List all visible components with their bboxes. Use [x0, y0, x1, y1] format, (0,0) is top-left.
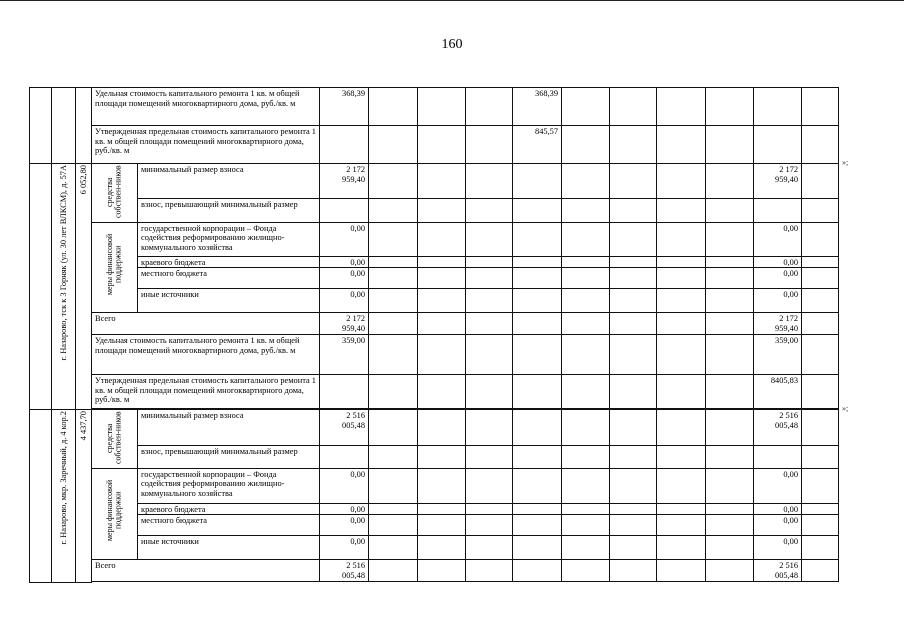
regional-label: краевого бюджета — [138, 503, 320, 515]
table-row — [30, 126, 839, 164]
house-address: г. Назарово, мкр. Заречный, д. 4 кор.2 — [52, 410, 76, 583]
min-fee-label: минимальный размер взноса — [138, 410, 320, 446]
unit-cost-label: Удельная стоимость капитального ремонта 1 кв. м общей площади помещений многоквартирного дома, руб./кв. м — [92, 335, 320, 375]
table-row — [30, 410, 839, 446]
table-row — [30, 503, 839, 515]
limit-cost-value: 845,57 — [513, 126, 562, 164]
fund-value: 0,00 — [320, 468, 369, 503]
table-row — [30, 375, 839, 409]
table-row — [30, 289, 839, 313]
empty-cell — [76, 88, 92, 164]
table-row — [30, 88, 839, 126]
margin-mark: »; — [842, 404, 849, 413]
other-label: иные источники — [138, 289, 320, 313]
unit-cost-label: Удельная стоимость капитального ремонта 1 кв. м общей площади помещений многоквартирного дома, руб./кв. м — [92, 88, 320, 126]
limit-cost-label: Утвержденная предельная стоимость капитального ремонта 1 кв. м общей площади помещений многоквартирного дома, руб./кв. м — [92, 375, 320, 409]
local-value: 0,00 — [320, 515, 369, 536]
min-fee-total: 2 172 959,40 — [320, 164, 369, 199]
house-area: 4 437,70 — [76, 410, 92, 583]
above-min-label: взнос, превышающий минимальный размер — [138, 198, 320, 222]
table-row — [30, 256, 839, 268]
table-row — [30, 164, 839, 199]
table-row — [30, 536, 839, 560]
fund-label: государственной корпорации – Фонда содействия реформированию жилищно-коммунального хозяйства — [138, 468, 320, 503]
local-value-last: 0,00 — [754, 515, 802, 536]
table-row — [30, 335, 839, 375]
fund-label: государственной корпорации – Фонда содействия реформированию жилищно-коммунального хозяйства — [138, 222, 320, 256]
empty-cell — [52, 88, 76, 164]
house-area: 6 052,80 — [76, 164, 92, 410]
total-value: 2 516 005,48 — [320, 560, 369, 582]
min-fee-total: 2 516 005,48 — [320, 410, 369, 446]
table-row — [30, 560, 839, 582]
total-label: Всего — [92, 560, 320, 582]
owners-funds-label: средства собствен-ников — [92, 410, 138, 469]
local-label: местного бюджета — [138, 515, 320, 536]
fund-value-last: 0,00 — [754, 222, 802, 256]
other-label: иные источники — [138, 536, 320, 560]
regional-value-last: 0,00 — [754, 503, 802, 515]
empty-cell — [30, 410, 52, 583]
total-value: 2 172 959,40 — [320, 313, 369, 335]
other-value-last: 0,00 — [754, 536, 802, 560]
other-value: 0,00 — [320, 536, 369, 560]
other-value-last: 0,00 — [754, 289, 802, 313]
table-row — [30, 313, 839, 335]
house-address: г. Назарово, тск к 3 Горняк (ул. 30 лет ВЛКСМ), д. 57А — [52, 164, 76, 410]
total-value-last: 2 172 959,40 — [754, 313, 802, 335]
margin-mark: »; — [842, 158, 849, 167]
top-rule — [0, 0, 904, 1]
regional-value-last: 0,00 — [754, 256, 802, 268]
total-value-last: 2 516 005,48 — [754, 560, 802, 582]
fund-value: 0,00 — [320, 222, 369, 256]
limit-cost-label: Утвержденная предельная стоимость капитального ремонта 1 кв. м общей площади помещений многоквартирного дома, руб./кв. м — [92, 126, 320, 164]
page-number: 160 — [441, 37, 463, 52]
min-fee-label: минимальный размер взноса — [138, 164, 320, 199]
limit-cost-value-last: 8405,83 — [754, 375, 802, 409]
local-label: местного бюджета — [138, 268, 320, 289]
min-fee-last: 2 516 005,48 — [754, 410, 802, 446]
empty-cell — [30, 164, 52, 410]
table-row — [30, 445, 839, 468]
table-row — [30, 468, 839, 503]
total-label: Всего — [92, 313, 320, 335]
regional-value: 0,00 — [320, 256, 369, 268]
local-value: 0,00 — [320, 268, 369, 289]
unit-cost-value-last: 359,00 — [754, 335, 802, 375]
regional-label: краевого бюджета — [138, 256, 320, 268]
fund-value-last: 0,00 — [754, 468, 802, 503]
capital-repair-table — [29, 87, 839, 583]
table-row — [30, 222, 839, 256]
support-label: меры финансовой поддержки — [92, 468, 138, 560]
local-value-last: 0,00 — [754, 268, 802, 289]
unit-cost-other: 368,39 — [513, 88, 562, 126]
other-value: 0,00 — [320, 289, 369, 313]
above-min-label: взнос, превышающий минимальный размер — [138, 445, 320, 468]
table-row — [30, 515, 839, 536]
unit-cost-value: 359,00 — [320, 335, 369, 375]
regional-value: 0,00 — [320, 503, 369, 515]
unit-cost-total: 368,39 — [320, 88, 369, 126]
min-fee-last: 2 172 959,40 — [754, 164, 802, 199]
support-label: меры финансовой поддержки — [92, 222, 138, 313]
owners-funds-label: средства собствен-ников — [92, 164, 138, 223]
empty-cell — [30, 88, 52, 164]
table-row — [30, 198, 839, 222]
table-row — [30, 268, 839, 289]
